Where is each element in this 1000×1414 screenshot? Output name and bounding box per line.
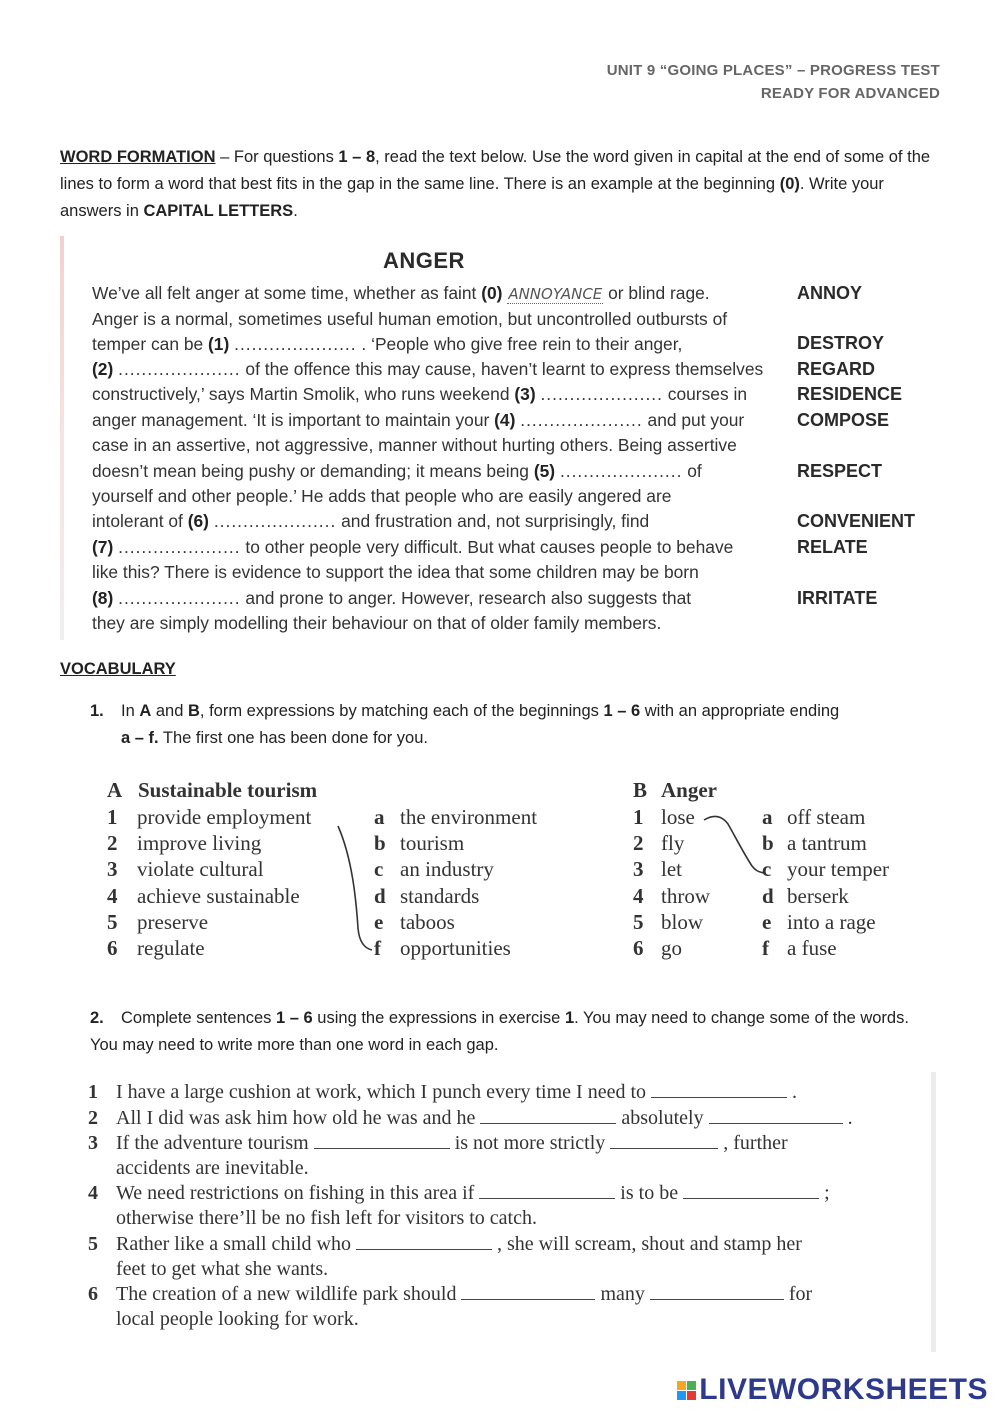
sentence-6-cont: local people looking for work. — [116, 1308, 359, 1330]
keyword-1: DESTROY — [797, 333, 885, 353]
sentence-3-gap-1[interactable] — [314, 1134, 450, 1149]
keyword-6: CONVENIENT — [797, 511, 916, 531]
match-b-right-list — [762, 805, 889, 962]
sentence-6-gap-2[interactable] — [650, 1285, 784, 1300]
match-b-right-a: a off steam — [762, 805, 866, 829]
sentence-6-gap-1[interactable] — [461, 1285, 595, 1300]
sentence-5-gap-1[interactable] — [356, 1235, 492, 1250]
match-a-right-e: e taboos — [374, 909, 455, 934]
vocab-q1: 1. In A and B, form expressions by matching each of the beginnings 1 – 6 with an appropriate ending a – f. The first one has been done for you. — [90, 702, 840, 747]
example-answer: ANNOYANCE — [508, 285, 603, 303]
sentence-2-gap-1[interactable] — [480, 1109, 616, 1124]
gap-8[interactable]: ..................... — [118, 588, 241, 608]
match-b-right-d: d berserk — [762, 883, 849, 908]
match-a-left-3: 3 violate cultural — [107, 857, 264, 882]
match-b-header: B Anger — [633, 778, 717, 802]
anger-line-14: they are simply modelling their behaviour on that of older family members. — [92, 613, 662, 633]
scan-edge-right — [931, 1072, 936, 1352]
keyword-7: RELATE — [797, 537, 868, 557]
sentence-1-gap-1[interactable] — [651, 1083, 787, 1098]
sentence-4-gap-2[interactable] — [683, 1184, 819, 1199]
keyword-5: RESPECT — [797, 461, 883, 481]
word-formation-instructions: WORD FORMATION – For questions 1 – 8, read the text below. Use the word given in capital at the end of some of the lines to form a word that best fits in the gap in the same line. There is an example at the beginning (0). Write your answers in CAPITAL LETTERS. — [60, 148, 931, 220]
sentence-5-cont: feet to get what she wants. — [116, 1258, 329, 1280]
anger-title: ANGER — [383, 248, 465, 273]
header-unit-title: UNIT 9 “GOING PLACES” – PROGRESS TEST — [606, 62, 940, 79]
match-a-left-1: 1 provide employment — [107, 805, 312, 829]
keyword-8: IRRITATE — [797, 588, 878, 608]
sentence-3: 3 If the adventure tourism is not more strictly , further — [88, 1132, 788, 1154]
match-b-left-2: 2 fly — [633, 831, 685, 856]
liveworksheets-logo-icon — [677, 1381, 696, 1400]
header-level: READY FOR ADVANCED — [760, 85, 940, 102]
match-a-connector-line — [330, 818, 380, 958]
match-b-right-c: c your temper — [762, 857, 890, 882]
match-a-right-c: c an industry — [374, 857, 494, 882]
keyword-0: ANNOY — [797, 283, 863, 303]
keyword-2: REGARD — [797, 359, 876, 379]
scan-edge — [60, 236, 64, 640]
match-a-right-a: a the environment — [374, 805, 538, 829]
anger-line-13: (8) ..................... and prone to anger. However, research also suggests that — [92, 588, 692, 608]
match-b-left-4: 4 throw — [633, 883, 710, 908]
gap-3[interactable]: ..................... — [540, 384, 663, 404]
keyword-4: COMPOSE — [797, 410, 890, 430]
anger-line-4: (2) ..................... of the offence this may cause, haven’t learnt to express themselves — [92, 359, 764, 379]
gap-7[interactable]: ..................... — [118, 537, 241, 557]
sentence-2: 2 All I did was ask him how old he was and he absolutely . — [88, 1107, 853, 1129]
match-a-left-6: 6 regulate — [107, 935, 205, 960]
sentence-4: 4 We need restrictions on fishing in this area if is to be ; — [88, 1182, 830, 1204]
sentence-2-gap-2[interactable] — [709, 1109, 843, 1124]
gap-5[interactable]: ..................... — [559, 461, 683, 481]
anger-line-3: temper can be (1) ..................... . ‘People who give free rein to their anger, — [92, 334, 683, 354]
match-a-left-2: 2 improve living — [107, 831, 262, 856]
match-a-right-b: b tourism — [374, 831, 465, 856]
gap-6[interactable]: ..................... — [213, 511, 337, 531]
match-a-left-4: 4 achieve sustainable — [107, 883, 300, 908]
word-formation-heading: WORD FORMATION — [60, 148, 216, 166]
anger-line-5: constructively,’ says Martin Smolik, who runs weekend (3) ..................... courses in — [92, 384, 748, 404]
liveworksheets-logo-text: LIVEWORKSHEETS — [699, 1373, 988, 1406]
sentence-3-cont: accidents are inevitable. — [116, 1157, 309, 1179]
anger-line-10: intolerant of (6) ..................... and frustration and, not surprisingly, find — [92, 511, 650, 531]
match-a-right-list — [374, 805, 537, 962]
vocabulary-heading: VOCABULARY — [60, 660, 176, 678]
gap-1[interactable]: ..................... — [234, 334, 357, 354]
anger-line-9: yourself and other people.’ He adds that people who are easily angered are — [92, 486, 672, 506]
match-a-right-f: f opportunities — [374, 935, 511, 960]
match-b-left-list — [633, 805, 710, 962]
match-b-right-b: b a tantrum — [762, 831, 867, 856]
anger-line-11: (7) ..................... to other people very difficult. But what causes people to behave — [92, 537, 734, 557]
match-b-left-3: 3 let — [633, 857, 682, 882]
match-a-left-list — [107, 805, 311, 962]
match-a-right-d: d standards — [374, 883, 480, 908]
sentence-6: 6 The creation of a new wildlife park should many for — [88, 1283, 813, 1305]
match-b-right-f: f a fuse — [762, 935, 837, 960]
match-a-header: A Sustainable tourism — [107, 778, 318, 802]
match-b-connector-line — [700, 810, 770, 880]
anger-line-2: Anger is a normal, sometimes useful human emotion, but uncontrolled outbursts of — [92, 309, 728, 329]
vocab-q2: 2. Complete sentences 1 – 6 using the expressions in exercise 1. You may need to change some of the words. You may need to write more than one word in each gap. — [90, 1009, 909, 1054]
sentence-1: 1 I have a large cushion at work, which I punch every time I need to . — [88, 1081, 797, 1103]
match-b-left-6: 6 go — [633, 935, 682, 960]
match-b-left-1: 1 lose — [633, 805, 695, 829]
liveworksheets-logo — [677, 1373, 988, 1407]
anger-line-6: anger management. ‘It is important to maintain your (4) ..................... and put your — [92, 410, 745, 430]
keyword-3: RESIDENCE — [797, 384, 903, 404]
match-b-left-5: 5 blow — [633, 909, 703, 934]
sentence-4-gap-1[interactable] — [479, 1184, 615, 1199]
anger-line-12: like this? There is evidence to support the idea that some children may be born — [92, 562, 699, 582]
match-a-left-5: 5 preserve — [107, 909, 209, 934]
anger-line-7: case in an assertive, not aggressive, manner without hurting others. Being assertive — [92, 435, 737, 455]
gap-2[interactable]: ..................... — [118, 359, 241, 379]
sentence-5: 5 Rather like a small child who , she will scream, shout and stamp her — [88, 1233, 802, 1255]
anger-line-8: doesn’t mean being pushy or demanding; it means being (5) ..................... of — [92, 461, 702, 481]
anger-line-1: We’ve all felt anger at some time, whether as faint (0) ANNOYANCE or blind rage. — [92, 283, 710, 303]
match-b-right-e: e into a rage — [762, 909, 876, 934]
sentence-4-cont: otherwise there’ll be no fish left for visitors to catch. — [116, 1207, 537, 1229]
gap-4[interactable]: ..................... — [520, 410, 643, 430]
sentence-3-gap-2[interactable] — [610, 1134, 718, 1149]
